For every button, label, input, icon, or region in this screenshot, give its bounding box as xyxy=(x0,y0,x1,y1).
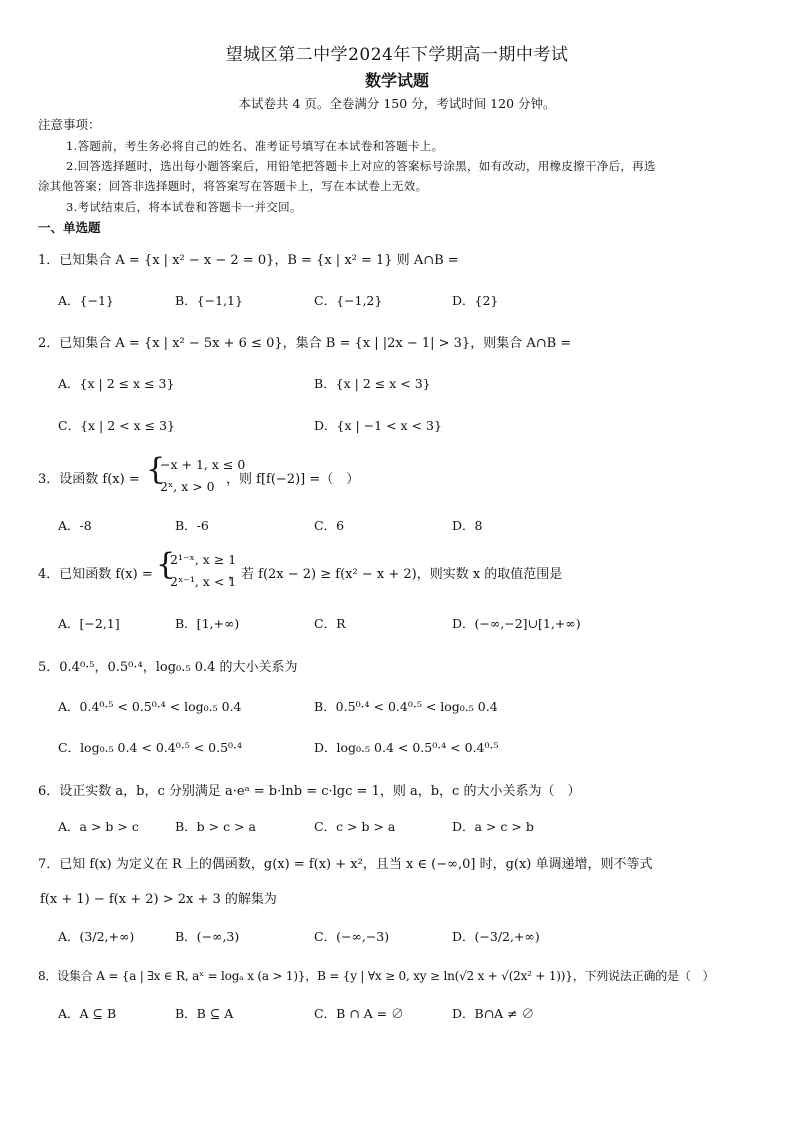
question-7-stem: 7．已知 f(x) 为定义在 R 上的偶函数，g(x) = f(x) + x²，且当 x ∈ (−∞,0] 时，g(x) 单调递增，则不等式 xyxy=(38,857,653,872)
question-6-option-b: B．b > c > a xyxy=(175,819,256,834)
question-5-option-d: D．log₀.₅ 0.4 < 0.5⁰·⁴ < 0.4⁰·⁵ xyxy=(314,740,499,755)
question-3-case-1: −x + 1, x ≤ 0 xyxy=(160,457,246,472)
question-4-stem-post: ，若 f(2x − 2) ≥ f(x² − x + 2)，则实数 x 的取值范围是 xyxy=(228,567,563,582)
question-1-option-c: C．{−1,2} xyxy=(314,293,383,308)
question-4-option-a: A．[−2,1] xyxy=(58,616,120,631)
question-4-stem-pre: 4．已知函数 f(x) = xyxy=(38,567,153,582)
question-3-case-2: 2ˣ, x > 0 xyxy=(160,479,215,494)
note-item: 2.回答选择题时，选出每小题答案后，用铅笔把答题卡上对应的答案标号涂黑，如有改动，用橡皮擦干净后，再选 xyxy=(66,159,656,173)
question-7-option-d: D．(−3/2,+∞) xyxy=(452,929,540,944)
question-4-option-b: B．[1,+∞) xyxy=(175,616,240,631)
question-2-option-c: C．{x | 2 < x ≤ 3} xyxy=(58,418,175,433)
question-3-option-d: D．8 xyxy=(452,518,483,533)
question-6-stem: 6．设正实数 a，b，c 分别满足 a·eᵃ = b·lnb = c·lgc = 1，则 a，b，c 的大小关系为（ ） xyxy=(38,784,581,799)
question-6-option-d: D．a > c > b xyxy=(452,819,534,834)
question-7-option-a: A．(3/2,+∞) xyxy=(58,929,135,944)
question-7-option-c: C．(−∞,−3) xyxy=(314,929,390,944)
question-3-option-a: A．-8 xyxy=(58,518,92,533)
question-7-option-b: B．(−∞,3) xyxy=(175,929,240,944)
section-title: 一、单选题 xyxy=(38,220,101,235)
question-4-case-2: 2ˣ⁻¹, x < 1 xyxy=(170,574,237,589)
exam-title: 望城区第二中学2024年下学期高一期中考试 xyxy=(225,45,569,65)
question-4-option-c: C．R xyxy=(314,616,346,631)
question-8-option-d: D．B∩A ≠ ∅ xyxy=(452,1006,535,1021)
note-item: 3.考试结束后，将本试卷和答题卡一并交回。 xyxy=(66,200,302,214)
exam-info: 本试卷共 4 页。全卷满分 150 分，考试时间 120 分钟。 xyxy=(238,96,556,111)
question-6-option-a: A．a > b > c xyxy=(58,819,139,834)
question-3-stem-post: ，则 f[f(−2)] =（ ） xyxy=(226,472,360,487)
question-6-option-c: C．c > b > a xyxy=(314,819,396,834)
question-3-option-c: C．6 xyxy=(314,518,345,533)
question-5-option-b: B．0.5⁰·⁴ < 0.4⁰·⁵ < log₀.₅ 0.4 xyxy=(314,699,498,714)
brace-icon: { xyxy=(156,547,176,582)
question-4-case-1: 2¹⁻ˣ, x ≥ 1 xyxy=(170,552,237,567)
question-8-stem: 8．设集合 A = {a | ∃x ∈ R, aˣ = logₐ x (a > 1)}，B = {y | ∀x ≥ 0, xy ≥ ln(√2 x + √(2x² + 1))}，下列说法正确的是（ ） xyxy=(38,969,715,983)
question-5-option-a: A．0.4⁰·⁵ < 0.5⁰·⁴ < log₀.₅ 0.4 xyxy=(58,699,242,714)
question-4-option-d: D．(−∞,−2]∪[1,+∞) xyxy=(452,616,581,631)
question-3-stem-pre: 3．设函数 f(x) = xyxy=(38,472,140,487)
question-8-option-b: B．B ⊆ A xyxy=(175,1006,234,1021)
note-item: 涂其他答案；回答非选择题时，将答案写在答题卡上，写在本试卷上无效。 xyxy=(38,179,428,193)
question-1-option-d: D．{2} xyxy=(452,293,499,308)
question-1-stem: 1．已知集合 A = {x | x² − x − 2 = 0}，B = {x | x² = 1} 则 A∩B = xyxy=(38,253,459,268)
question-7-stem-2: f(x + 1) − f(x + 2) > 2x + 3 的解集为 xyxy=(40,892,277,907)
exam-subtitle: 数学试题 xyxy=(364,71,429,90)
question-1-option-b: B．{−1,1} xyxy=(175,293,243,308)
question-2-stem: 2．已知集合 A = {x | x² − 5x + 6 ≤ 0}，集合 B = {x | |2x − 1| > 3}，则集合 A∩B = xyxy=(38,336,572,351)
question-2-option-a: A．{x | 2 ≤ x ≤ 3} xyxy=(58,376,175,391)
question-5-option-c: C．log₀.₅ 0.4 < 0.4⁰·⁵ < 0.5⁰·⁴ xyxy=(58,740,243,755)
brace-icon: { xyxy=(146,452,166,487)
notes-heading: 注意事项： xyxy=(38,117,101,132)
question-2-option-b: B．{x | 2 ≤ x < 3} xyxy=(314,376,431,391)
question-8-option-a: A．A ⊆ B xyxy=(58,1006,117,1021)
question-1-option-a: A．{−1} xyxy=(58,293,114,308)
question-8-option-c: C．B ∩ A = ∅ xyxy=(314,1006,404,1021)
question-3-option-b: B．-6 xyxy=(175,518,209,533)
question-5-stem: 5．0.4⁰·⁵，0.5⁰·⁴，log₀.₅ 0.4 的大小关系为 xyxy=(38,660,298,675)
question-2-option-d: D．{x | −1 < x < 3} xyxy=(314,418,442,433)
note-item: 1.答题前，考生务必将自己的姓名、准考证号填写在本试卷和答题卡上。 xyxy=(66,139,444,153)
